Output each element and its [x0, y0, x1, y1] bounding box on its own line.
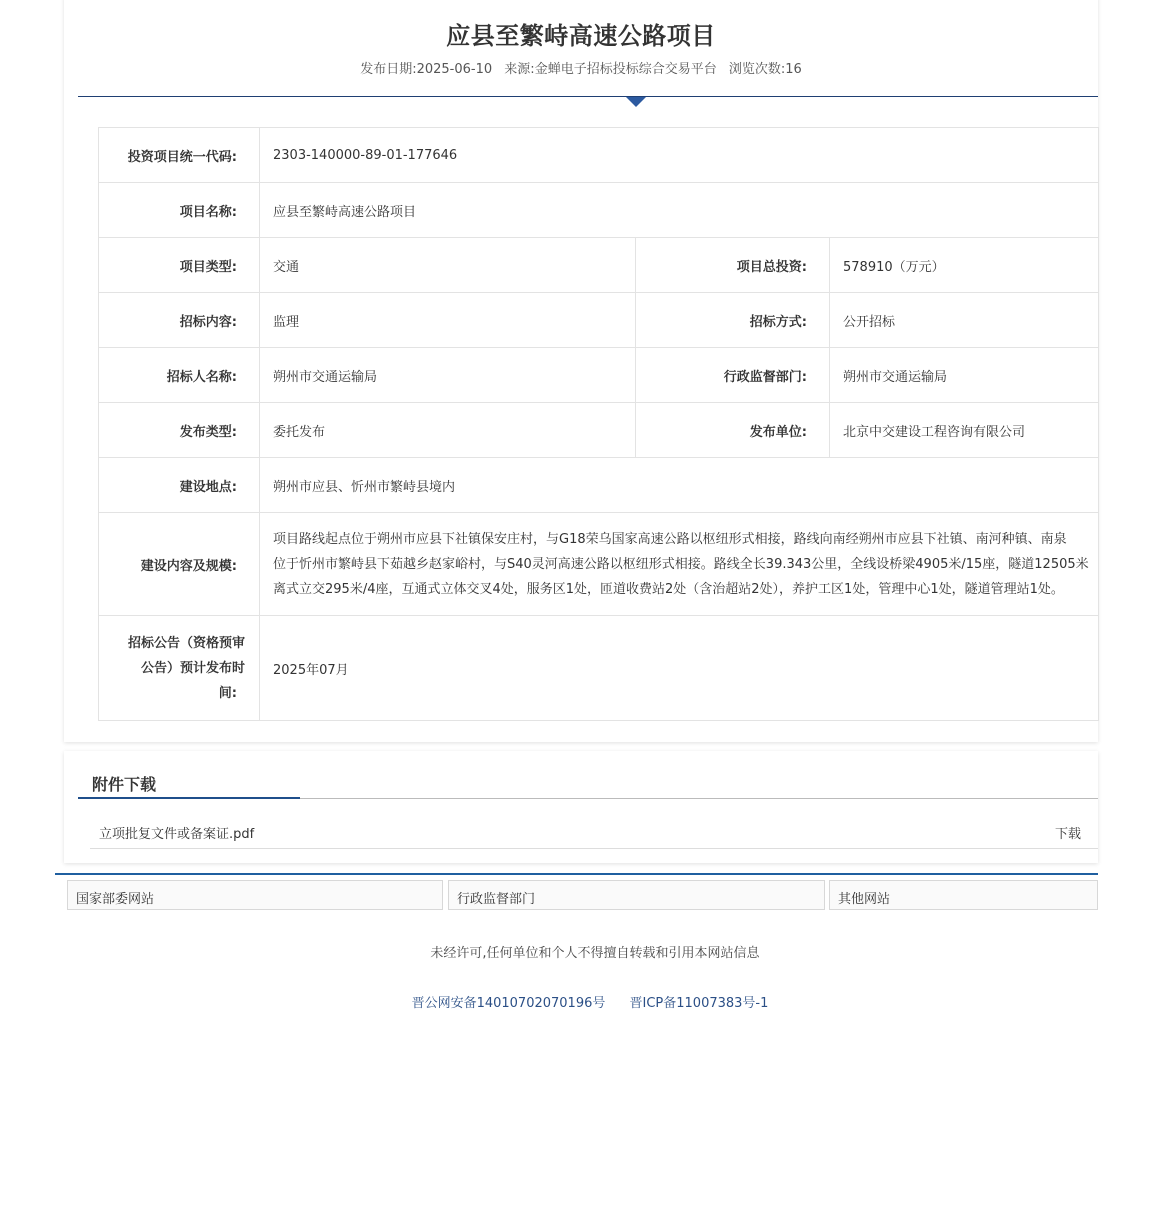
source: 来源:金蝉电子招标投标综合交易平台: [504, 62, 717, 77]
table-row: [99, 348, 1099, 403]
article-panel: [64, 0, 1098, 742]
table-row: [99, 128, 1099, 183]
table-row: [99, 616, 1099, 721]
scale-label: 建设内容及规模:: [99, 513, 260, 616]
location-value: 朔州市应县、忻州市繁峙县境内: [260, 458, 1099, 513]
table-row: [99, 403, 1099, 458]
page-title: 应县至繁峙高速公路项目: [446, 22, 716, 50]
table-row: [99, 293, 1099, 348]
publisher-value: 北京中交建设工程咨询有限公司: [830, 403, 1099, 458]
footer-link-supervision[interactable]: 行政监督部门: [448, 880, 825, 910]
scale-line: 位于忻州市繁峙县下茹越乡赵家峪村，与S40灵河高速公路以枢纽形式相接。路线全长39.343公里，全线设桥梁4905米/15座，隧道12505米: [273, 556, 1089, 572]
attachment-item: [90, 817, 1098, 849]
investment-value: 578910（万元）: [830, 238, 1099, 293]
table-row: [99, 238, 1099, 293]
location-label: 建设地点:: [99, 458, 260, 513]
supervisor-value: 朔州市交通运输局: [830, 348, 1099, 403]
announce-value: 2025年07月: [260, 616, 1099, 721]
type-value: 交通: [260, 238, 636, 293]
code-value: 2303-140000-89-01-177646: [260, 128, 1099, 183]
copyright-notice: 未经许可,任何单位和个人不得擅自转载和引用本网站信息: [430, 946, 760, 961]
police-beian-link[interactable]: 晋公网安备14010702070196号: [411, 996, 606, 1011]
tenderer-value: 朔州市交通运输局: [260, 348, 636, 403]
scale-line: 项目路线起点位于朔州市应县下社镇保安庄村，与G18荣乌国家高速公路以枢纽形式相接，路线向南经朔州市应县下社镇、南河种镇、南泉: [273, 531, 1067, 547]
code-label: 投资项目统一代码:: [99, 128, 260, 183]
announce-label: 招标公告（资格预审 公告）预计发布时 间:: [99, 616, 260, 721]
icp-beian-link[interactable]: 晋ICP备11007383号-1: [629, 996, 769, 1011]
scale-line: 离式立交295米/4座，互通式立体交叉4处，服务区1处，匝道收费站2处（含治超站2处），养护工区1处，管理中心1处，隧道管理站1处。: [273, 581, 1064, 597]
supervisor-label: 行政监督部门:: [636, 348, 830, 403]
method-value: 公开招标: [830, 293, 1099, 348]
beian-records: [0, 992, 1152, 1011]
attachment-file-link[interactable]: 立项批复文件或备案证.pdf: [99, 827, 255, 842]
name-value: 应县至繁峙高速公路项目: [260, 183, 1099, 238]
scale-value: [260, 513, 1099, 616]
content-label: 招标内容:: [99, 293, 260, 348]
title-divider: [78, 96, 1098, 97]
table-row: [99, 513, 1099, 616]
download-link[interactable]: 下载: [1054, 827, 1081, 842]
article-meta: [64, 58, 1098, 77]
attachments-title: 附件下载: [92, 775, 157, 794]
type-label: 项目类型:: [99, 238, 260, 293]
divider-arrow-icon: [626, 97, 646, 107]
publish-date: 发布日期:2025-06-10: [360, 62, 493, 77]
method-label: 招标方式:: [636, 293, 830, 348]
footer-link-other-sites[interactable]: 其他网站: [829, 880, 1098, 910]
investment-label: 项目总投资:: [636, 238, 830, 293]
view-count: 浏览次数:16: [728, 62, 802, 77]
footer-link-ministries[interactable]: 国家部委网站: [67, 880, 443, 910]
table-row: [99, 183, 1099, 238]
name-label: 项目名称:: [99, 183, 260, 238]
footer-divider: [55, 873, 1098, 875]
project-info-table: [98, 127, 1099, 721]
tenderer-label: 招标人名称:: [99, 348, 260, 403]
publish-type-label: 发布类型:: [99, 403, 260, 458]
publish-type-value: 委托发布: [260, 403, 636, 458]
table-row: [99, 458, 1099, 513]
attachments-divider-accent: [78, 797, 300, 799]
publisher-label: 发布单位:: [636, 403, 830, 458]
attachments-panel: [64, 751, 1098, 863]
content-value: 监理: [260, 293, 636, 348]
